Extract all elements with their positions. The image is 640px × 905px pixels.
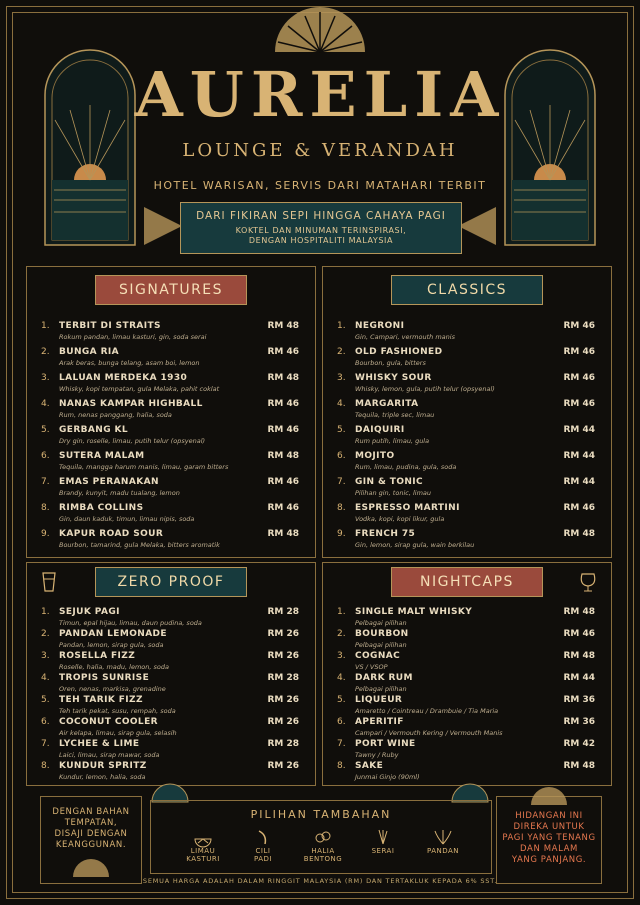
item-number: 3. (41, 651, 50, 661)
item-name: SAKE (355, 761, 384, 771)
item-number: 5. (41, 425, 50, 435)
pandan-icon (433, 829, 453, 845)
item-number: 3. (41, 373, 50, 383)
item-number: 8. (41, 503, 50, 513)
item-price: RM 46 (267, 347, 299, 357)
item-description: Oren, nenas, markisa, grenadine (59, 685, 166, 693)
brand-tagline: HOTEL WARISAN, SERVIS DARI MATAHARI TERBIT (153, 179, 487, 192)
left-note-line: TEMPATAN, (64, 818, 118, 828)
item-description: Pelbagai pilihan (355, 685, 407, 693)
item-number: 8. (337, 503, 346, 513)
item-number: 4. (41, 673, 50, 683)
item-number: 3. (337, 373, 346, 383)
item-description: VS / VSOP (355, 663, 388, 671)
item-price: RM 26 (267, 695, 299, 705)
item-name: BOURBON (355, 629, 409, 639)
right-note-line: DIREKA UNTUK (513, 822, 585, 832)
item-description: Kundur, lemon, halia, soda (59, 773, 146, 781)
item-number: 4. (41, 399, 50, 409)
item-description: Bourbon, gula, bitters (355, 359, 426, 367)
item-price: RM 46 (267, 425, 299, 435)
item-number: 7. (337, 739, 346, 749)
item-number: 1. (337, 607, 346, 617)
menu-item (323, 425, 611, 451)
item-description: Tawny / Ruby (355, 751, 399, 759)
item-name: ESPRESSO MARTINI (355, 503, 460, 513)
right-note-box (496, 796, 602, 884)
item-number: 1. (41, 607, 50, 617)
footer-note: SEMUA HARGA ADALAH DALAM RINGGIT MALAYSIA (RM) DAN TERTAKLUK KEPADA 6% SST. (142, 877, 498, 885)
item-description: Rum putih, limau, gula (355, 437, 430, 445)
signatures-label: SIGNATURES (95, 275, 247, 305)
extra-chili (233, 829, 293, 863)
item-price: RM 44 (563, 425, 595, 435)
nightcaps-panel (322, 562, 612, 786)
extra-label: PANDAN (426, 847, 460, 855)
item-number: 8. (337, 761, 346, 771)
item-name: EMAS PERANAKAN (59, 477, 159, 487)
item-name: DAIQUIRI (355, 425, 405, 435)
item-price: RM 48 (267, 321, 299, 331)
item-description: Rum, nenas panggang, halia, soda (59, 411, 172, 419)
item-name: COCONUT COOLER (59, 717, 158, 727)
signatures-panel (26, 266, 316, 558)
classics-label: CLASSICS (391, 275, 543, 305)
glass-icon (41, 571, 57, 593)
menu-item (27, 477, 315, 503)
item-price: RM 46 (563, 629, 595, 639)
extra-label: KASTURI (186, 855, 220, 863)
menu-item (27, 347, 315, 373)
extra-label: PADI (253, 855, 273, 863)
item-number: 2. (41, 629, 50, 639)
item-name: SEJUK PAGI (59, 607, 120, 617)
extra-lemongrass (353, 829, 413, 855)
item-description: Tequila, triple sec, limau (355, 411, 435, 419)
right-note-line: YANG PANJANG. (511, 855, 587, 865)
item-price: RM 48 (267, 451, 299, 461)
item-description: Amaretto / Cointreau / Drambuie / Tia Maria (355, 707, 499, 715)
item-name: MOJITO (355, 451, 395, 461)
item-description: Air kelapa, limau, sirap gula, selasih (59, 729, 177, 737)
item-description: Pelbagai pilihan (355, 641, 407, 649)
menu-item (27, 425, 315, 451)
item-price: RM 48 (563, 607, 595, 617)
item-name: SUTERA MALAM (59, 451, 145, 461)
item-name: LALUAN MERDEKA 1930 (59, 373, 188, 383)
item-price: RM 46 (563, 347, 595, 357)
item-description: Timun, epal hijau, limau, daun pudina, soda (59, 619, 202, 627)
item-price: RM 44 (563, 451, 595, 461)
item-description: Junmai Ginjo (90ml) (355, 773, 420, 781)
menu-item (27, 451, 315, 477)
lime-icon (193, 829, 213, 845)
item-description: Vodka, kopi, kopi likur, gula (355, 515, 445, 523)
item-number: 8. (41, 761, 50, 771)
item-number: 7. (41, 477, 50, 487)
item-description: Campari / Vermouth Kering / Vermouth Manis (355, 729, 503, 737)
menu-item (323, 399, 611, 425)
item-price: RM 44 (563, 673, 595, 683)
item-name: TERBIT DI STRAITS (59, 321, 161, 331)
menu-item (323, 529, 611, 555)
item-number: 2. (41, 347, 50, 357)
item-name: NEGRONI (355, 321, 405, 331)
item-number: 1. (41, 321, 50, 331)
zero-proof-panel (26, 562, 316, 786)
banner-line-2: KOKTEL DAN MINUMAN TERINSPIRASI, (235, 226, 407, 235)
item-description: Rum, limau, pudina, gula, soda (355, 463, 457, 471)
banner-line-3: DENGAN HOSPITALITI MALAYSIA (248, 236, 394, 245)
item-name: LIQUEUR (355, 695, 403, 705)
item-description: Gin, daun kaduk, timun, limau nipis, soda (59, 515, 195, 523)
item-name: PORT WINE (355, 739, 416, 749)
item-number: 4. (337, 399, 346, 409)
fan-ornament-banner-left (142, 205, 182, 247)
fan-ornament-top (270, 12, 370, 56)
item-price: RM 46 (563, 503, 595, 513)
item-description: Laici, limau, sirap mawar, soda (59, 751, 160, 759)
right-note-line: HIDANGAN INI (515, 811, 583, 821)
ginger-icon (313, 829, 333, 845)
left-note-line: DENGAN BAHAN (52, 807, 130, 817)
item-price: RM 26 (267, 651, 299, 661)
item-name: SINGLE MALT WHISKY (355, 607, 473, 617)
menu-item (323, 347, 611, 373)
banner-line-1: DARI FIKIRAN SEPI HINGGA CAHAYA PAGI (196, 210, 446, 222)
left-note-box (40, 796, 142, 884)
menu-item (27, 321, 315, 347)
item-number: 7. (41, 739, 50, 749)
item-price: RM 42 (563, 739, 595, 749)
nightcaps-label: NIGHTCAPS (391, 567, 543, 597)
item-number: 9. (337, 529, 346, 539)
item-description: Whisky, kopi tempatan, gula Melaka, pahit coklat (59, 385, 220, 393)
item-price: RM 28 (267, 673, 299, 683)
item-price: RM 46 (267, 503, 299, 513)
chili-icon (253, 829, 273, 845)
item-name: FRENCH 75 (355, 529, 416, 539)
tagline-banner (180, 202, 462, 254)
item-description: Roselle, halia, madu, lemon, soda (59, 663, 169, 671)
item-name: ROSELLA FIZZ (59, 651, 136, 661)
fan-ornament-note-right (529, 787, 569, 807)
item-number: 7. (337, 477, 346, 487)
extras-title: PILIHAN TAMBAHAN (250, 808, 392, 821)
item-description: Whisky, lemon, gula, putih telur (opsyenal) (355, 385, 495, 393)
lemongrass-icon (373, 829, 393, 845)
brand-title: AURELIA (134, 58, 506, 131)
item-description: Arak beras, bunga telang, asam boi, lemon (59, 359, 200, 367)
item-name: DARK RUM (355, 673, 413, 683)
item-number: 6. (337, 717, 346, 727)
item-description: Rokum pandan, limau kasturi, gin, soda serai (59, 333, 207, 341)
snifter-icon (579, 571, 597, 593)
item-price: RM 28 (267, 607, 299, 617)
item-description: Dry gin, roselle, limau, putih telur (opsyenal) (59, 437, 206, 445)
item-price: RM 46 (563, 321, 595, 331)
item-description: Pandan, lemon, sirap gula, soda (59, 641, 164, 649)
item-number: 2. (337, 347, 346, 357)
item-description: Gin, lemon, sirap gula, wain berkilau (355, 541, 475, 549)
item-price: RM 46 (563, 399, 595, 409)
brand-subtitle: LOUNGE & VERANDAH (182, 140, 458, 161)
item-name: PANDAN LEMONADE (59, 629, 167, 639)
item-name: APERITIF (355, 717, 404, 727)
item-price: RM 26 (267, 629, 299, 639)
item-name: TEH TARIK FIZZ (59, 695, 143, 705)
item-price: RM 48 (267, 529, 299, 539)
item-price: RM 28 (267, 739, 299, 749)
menu-item (27, 529, 315, 555)
menu-item (27, 399, 315, 425)
extra-label: LIMAU (190, 847, 216, 855)
item-price: RM 48 (563, 761, 595, 771)
right-note-line: PAGI YANG TENANG (502, 833, 596, 843)
item-number: 1. (337, 321, 346, 331)
item-description: Teh tarik pekat, susu, rempah, soda (59, 707, 176, 715)
extra-label: BENTONG (303, 855, 343, 863)
item-name: KAPUR ROAD SOUR (59, 529, 164, 539)
item-name: NANAS KAMPAR HIGHBALL (59, 399, 203, 409)
item-number: 6. (337, 451, 346, 461)
item-name: COGNAC (355, 651, 401, 661)
item-description: Brandy, kunyit, madu tualang, lemon (59, 489, 180, 497)
item-name: OLD FASHIONED (355, 347, 443, 357)
item-number: 2. (337, 629, 346, 639)
item-price: RM 26 (267, 761, 299, 771)
zero-proof-label: ZERO PROOF (95, 567, 247, 597)
item-number: 5. (337, 425, 346, 435)
right-note-line: DAN MALAM (520, 844, 578, 854)
menu-item (323, 503, 611, 529)
extra-label: HALIA (311, 847, 335, 855)
extras-box (150, 800, 492, 874)
extra-ginger (293, 829, 353, 863)
item-name: KUNDUR SPRITZ (59, 761, 147, 771)
item-price: RM 46 (267, 477, 299, 487)
menu-item (323, 373, 611, 399)
extra-lime (173, 829, 233, 863)
item-number: 5. (337, 695, 346, 705)
extra-pandan (413, 829, 473, 855)
item-name: TROPIS SUNRISE (59, 673, 150, 683)
item-price: RM 48 (563, 651, 595, 661)
fan-ornament-banner-right (458, 205, 498, 247)
menu-item (27, 373, 315, 399)
item-name: GIN & TONIC (355, 477, 424, 487)
item-number: 6. (41, 451, 50, 461)
item-price: RM 46 (563, 373, 595, 383)
item-price: RM 26 (267, 717, 299, 727)
item-description: Tequila, mangga harum manis, limau, garam bitters (59, 463, 229, 471)
item-name: LYCHEE & LIME (59, 739, 140, 749)
extra-label: CILI (255, 847, 271, 855)
item-number: 4. (337, 673, 346, 683)
item-description: Gin, Campari, vermouth manis (355, 333, 455, 341)
item-price: RM 46 (267, 399, 299, 409)
menu-item (27, 503, 315, 529)
item-number: 6. (41, 717, 50, 727)
menu-item (323, 451, 611, 477)
item-price: RM 48 (563, 529, 595, 539)
item-price: RM 44 (563, 477, 595, 487)
item-name: WHISKY SOUR (355, 373, 432, 383)
item-name: GERBANG KL (59, 425, 129, 435)
item-name: MARGARITA (355, 399, 419, 409)
left-note-line: KEANGGUNAN. (55, 840, 127, 850)
item-price: RM 36 (563, 695, 595, 705)
item-name: BUNGA RIA (59, 347, 120, 357)
item-description: Pilihan gin, tonic, limau (355, 489, 432, 497)
item-description: Bourbon, tamarind, gula Melaka, bitters aromatik (59, 541, 220, 549)
item-description: Pelbagai pilihan (355, 619, 407, 627)
left-note-line: DISAJI DENGAN (54, 829, 128, 839)
menu-item (323, 477, 611, 503)
fan-ornament-note-left (71, 859, 111, 879)
item-number: 3. (337, 651, 346, 661)
menu-item (323, 321, 611, 347)
item-number: 9. (41, 529, 50, 539)
extra-label: SERAI (371, 847, 395, 855)
classics-panel (322, 266, 612, 558)
item-price: RM 36 (563, 717, 595, 727)
item-name: RIMBA COLLINS (59, 503, 144, 513)
item-number: 5. (41, 695, 50, 705)
item-price: RM 48 (267, 373, 299, 383)
